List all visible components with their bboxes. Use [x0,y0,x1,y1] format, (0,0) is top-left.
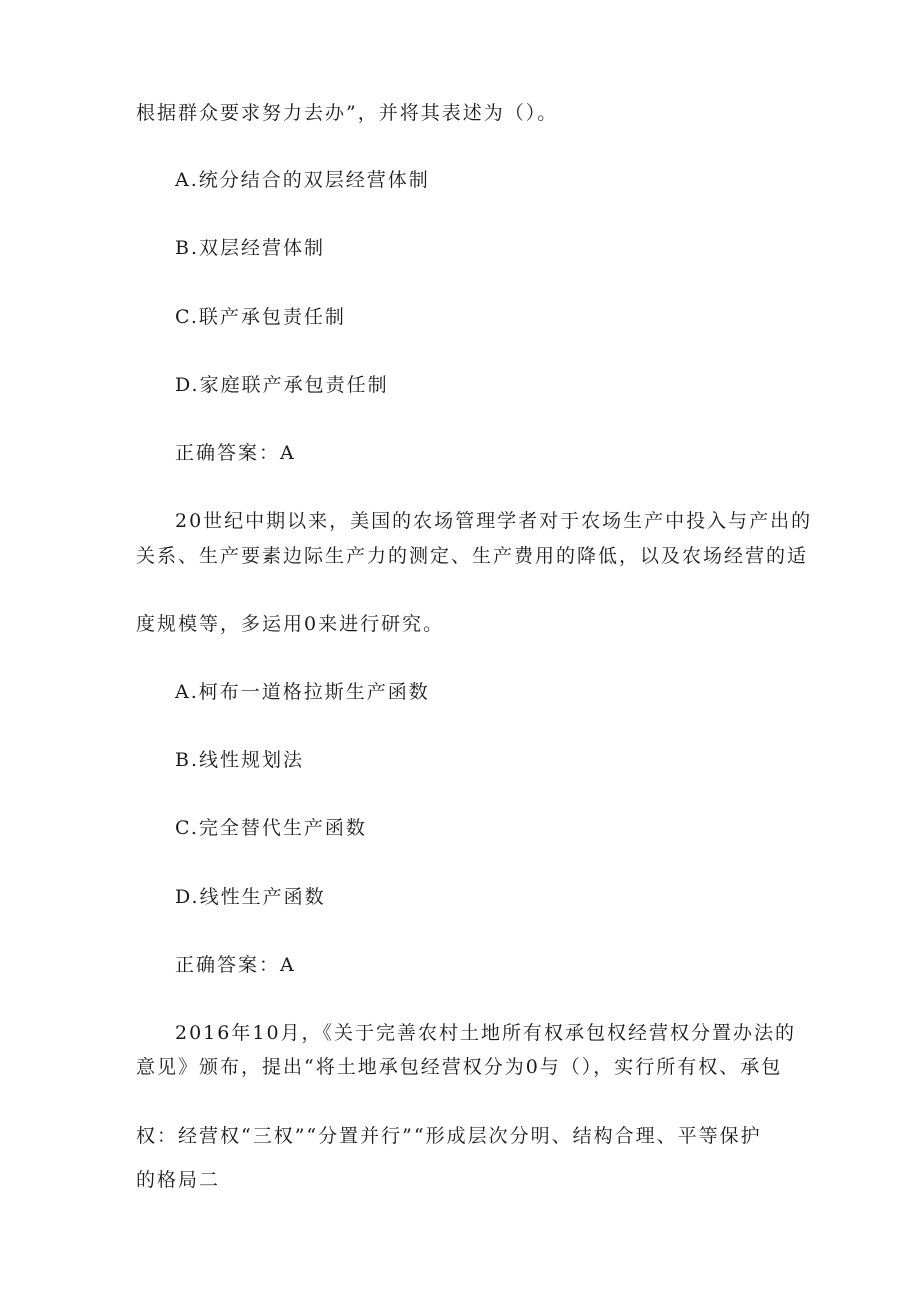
question-2-stem-line-2: 关系、生产要素边际生产力的测定、生产费用的降低，以及农场经营的适 [136,545,809,567]
question-3-stem-line-2: 意见》颁布，提出“将土地承包经营权分为0与（），实行所有权、承包 [136,1056,783,1078]
question-2-answer: 正确答案：A [175,954,296,976]
question-1-stem: 根据群众要求努力去办”，并将其表述为（）。 [136,102,559,124]
question-2-stem-line-3: 度规模等，多运用0来进行研究。 [136,613,445,635]
question-1-option-a: A.统分结合的双层经营体制 [175,169,430,191]
question-1-option-b: B.双层经营体制 [175,237,326,259]
question-3-stem-line-3: 权：经营权“三权”“分置并行”“形成层次分明、结构合理、平等保护 [136,1125,762,1147]
question-3-stem-line-1: 2016年10月，《关于完善农村土地所有权承包权经营权分置办法的 [175,1022,797,1044]
question-1-option-d: D.家庭联产承包责任制 [175,374,389,396]
question-2-option-a: A.柯布一道格拉斯生产函数 [175,681,430,703]
question-2-option-b: B.线性规划法 [175,749,305,771]
question-2-option-d: D.线性生产函数 [175,886,326,908]
question-2-stem-line-1: 20世纪中期以来，美国的农场管理学者对于农场生产中投入与产出的 [175,510,813,532]
question-1-answer: 正确答案：A [175,442,296,464]
question-1-option-c: C.联产承包责任制 [175,306,346,328]
question-2-option-c: C.完全替代生产函数 [175,817,367,839]
question-3-stem-line-4: 的格局二 [136,1169,221,1191]
